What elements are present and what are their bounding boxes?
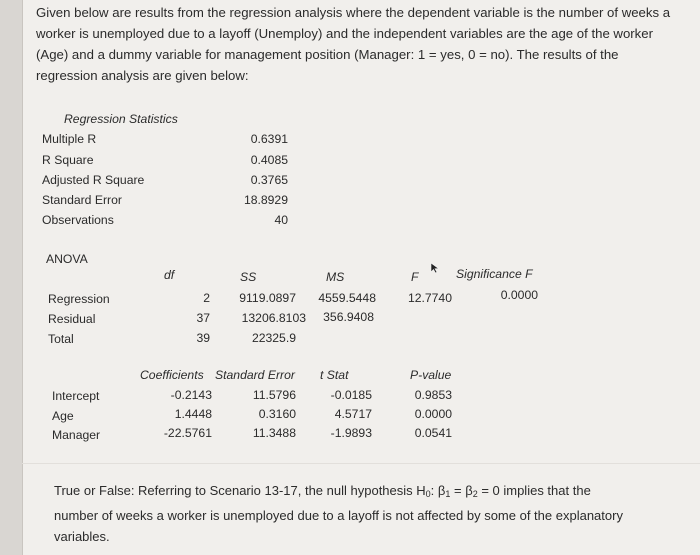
anova-df: 39 [196,331,210,345]
stat-label: Standard Error [42,193,122,207]
coef-header-standard-error: Standard Error [215,368,295,382]
stat-label: Multiple R [42,132,97,146]
coef-value: 1.4448 [174,407,212,421]
coef-p-value: 0.0541 [414,426,452,440]
anova-header-f: F [411,270,419,284]
stat-value: 18.8929 [243,193,288,207]
beta2-subscript: 2 [472,489,478,499]
stat-label: Adjusted R Square [42,173,145,187]
stat-label: Observations [42,213,114,227]
anova-row-label: Regression [48,292,110,306]
coef-header-p-value: P-value [410,368,452,382]
divider [22,463,700,464]
anova-ss: 13206.8103 [241,311,306,325]
anova-ms: 4559.5448 [318,291,376,305]
intro-paragraph: Given below are results from the regression analysis where the dependent variable is the number of weeks a worker is unemployed due to a layoff (Unemploy) and the independent variables are the age of the worker (Age) and a dummy variable for management position (Manager: 1 = yes, 0 = no). The results of the regression analysis are given below: [36,5,671,83]
coef-p-value: 0.9853 [414,388,452,402]
h-subscript: 0 [425,489,431,499]
question-part-2: : β [430,483,446,498]
anova-title: ANOVA [46,252,88,266]
coef-value: -0.2143 [170,388,212,402]
stat-value: 0.3765 [250,173,288,187]
anova-f-value: 12.7740 [407,291,452,305]
stat-value: 0.4085 [250,153,288,167]
anova-header-ss: SS [240,270,257,284]
anova-ss: 22325.9 [251,331,296,345]
coef-header-coefficients: Coefficients [140,368,204,382]
regression-statistics-title: Regression Statistics [64,112,178,126]
anova-row-label: Residual [48,312,96,326]
coef-value: -22.5761 [163,426,212,440]
coef-p-value: 0.0000 [414,407,452,421]
coef-header-t-stat: t Stat [320,368,349,382]
coef-t-stat: 4.5717 [334,407,372,421]
coef-t-stat: -0.0185 [330,388,372,402]
mouse-pointer-icon [430,262,440,274]
anova-df: 37 [196,311,210,325]
coef-row-label: Age [52,409,74,423]
anova-header-ms: MS [326,270,345,284]
anova-header-df: df [164,268,175,282]
beta1-subscript: 1 [445,489,451,499]
coef-standard-error: 11.5796 [252,388,296,402]
anova-ms: 356.9408 [323,310,374,324]
anova-row-label: Total [48,332,74,346]
coef-row-label: Intercept [52,389,100,403]
question-text [54,480,634,547]
stat-value: 40 [274,213,288,227]
coef-standard-error: 0.3160 [258,407,296,421]
anova-significance-value: 0.0000 [500,288,538,302]
question-part-1: True or False: Referring to Scenario 13-17, the null hypothesis H [54,483,426,498]
question-part-3: = β [450,483,473,498]
coef-standard-error: 11.3488 [252,426,296,440]
question-part-4: = 0 implies that the number of weeks a worker is unemployed due to a layoff is not affected by some of the explanatory variables. [54,483,623,544]
coef-t-stat: -1.9893 [330,426,372,440]
anova-ss: 9119.0897 [239,291,296,305]
anova-header-significance-f: Significance F [456,267,533,281]
stat-label: R Square [42,153,94,167]
anova-df: 2 [203,291,210,305]
coef-row-label: Manager [52,428,101,442]
stat-value: 0.6391 [250,132,288,146]
